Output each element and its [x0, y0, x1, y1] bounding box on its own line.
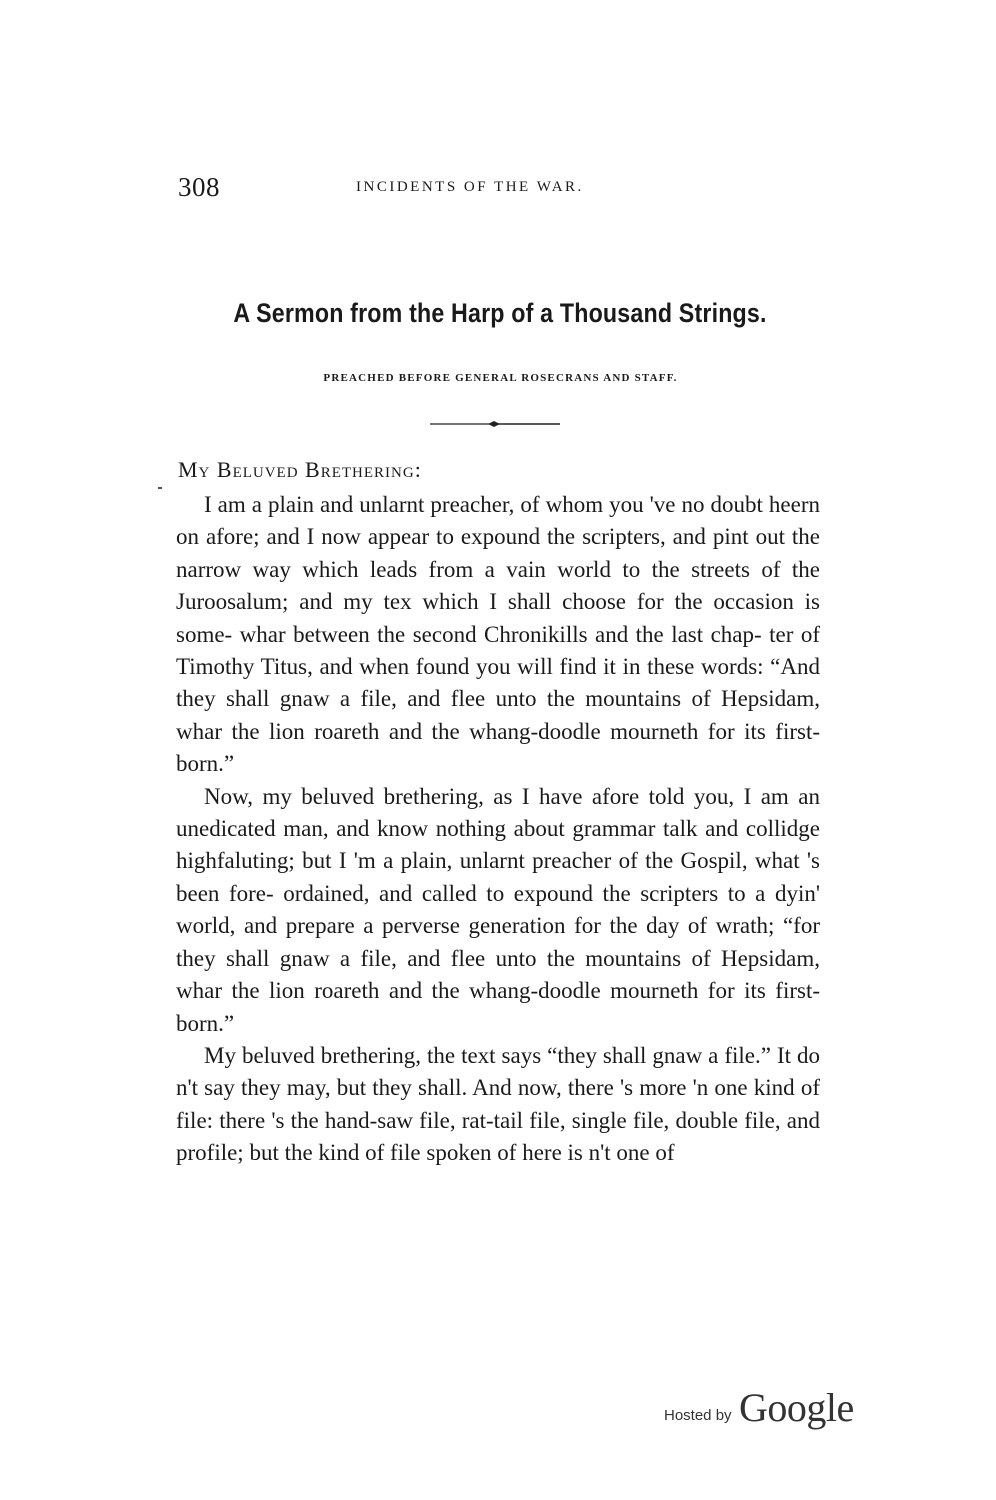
sermon-title: A Sermon from the Harp of a Thousand Strings.	[233, 298, 767, 328]
divider-icon	[430, 418, 562, 430]
paragraph-3	[176, 1040, 820, 1170]
sermon-subtitle: PREACHED BEFORE GENERAL ROSECRANS AND STAFF.	[323, 372, 678, 384]
running-head	[178, 172, 823, 212]
google-logo: Google	[739, 1385, 854, 1430]
stray-ink-mark	[158, 487, 162, 489]
rule-ornament-icon	[430, 418, 562, 430]
hosted-by-google-watermark	[664, 1384, 884, 1434]
salutation: My Beluved Brethering:	[178, 457, 422, 482]
page-number: 308	[178, 172, 220, 202]
paragraph-2: Now, my beluved brethering, as I have afore told you, I am an unedicated man, and know nothing about grammar talk and collidge highfaluting; but I 'm a plain, unlarnt preacher of the Gospil, what 's been fore- ordained, and called to expound the scripters to a dyin' world, and prepare a perverse generation for the day of wrath; “for they shall gnaw a file, and flee unto the mountains of Hepsidam, whar the lion roareth and the whang-doodle mourneth for its first-born.”	[176, 783, 820, 1036]
paragraph-1: I am a plain and unlarnt preacher, of whom you 've no doubt heern on afore; and I now appear to expound the scripters, and pint out the narrow way which leads from a vain world to the streets of the Juroosalum; and my tex which I shall choose for the occasion is some- whar between the second Chronikills and the last chap- ter of Timothy Titus, and when found you will find it in these words: “And they shall gnaw a file, and flee unto the mountains of Hepsidam, whar the lion roareth and the whang-doodle mourneth for its first-born.”	[176, 492, 820, 777]
sermon-body	[176, 489, 820, 1170]
running-title: INCIDENTS OF THE WAR.	[356, 179, 584, 195]
hosted-by-label: Hosted by	[664, 1407, 732, 1424]
paragraph-3-text: My beluved brethering, the text says “they shall gnaw a file.” It do n't say they may, but they shall. And now, there 's more 'n one kind of file: there 's the hand-saw file, rat-tail file, single file, double file, and profile; but the kind of file spoken of here is n't one of	[176, 1042, 820, 1166]
